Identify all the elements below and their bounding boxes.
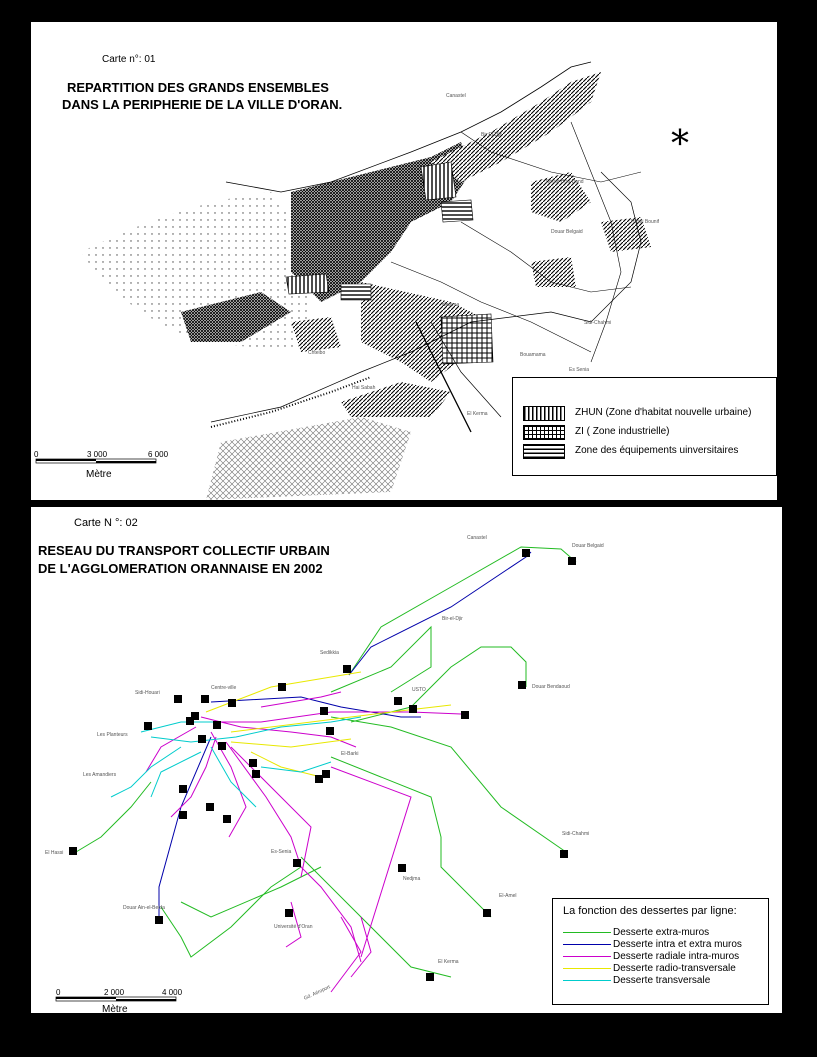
place-label: Bir El Djir [481, 132, 502, 138]
place-label: Douar Belgaid [551, 229, 583, 235]
place-label: El Hassi [45, 850, 64, 856]
scale-tick-2: 6 000 [148, 450, 169, 459]
scale-tick-1: 3 000 [87, 450, 108, 459]
place-label: Université d'Oran [274, 924, 313, 930]
place-label: Douar Bendaoud [532, 684, 570, 690]
place-label: Bouamama [520, 352, 546, 358]
map1-title-line1: REPARTITION DES GRANDS ENSEMBLES [67, 80, 329, 95]
map2-title-line1: RESEAU DU TRANSPORT COLLECTIF URBAIN [38, 543, 330, 558]
place-label: Canastel [467, 535, 487, 541]
scale-tick-2: 4 000 [162, 988, 183, 997]
map-panel-2 [31, 507, 782, 1013]
place-label: Hai Sabah [352, 385, 376, 391]
place-label: Hassi Bounif [631, 219, 660, 225]
map2-legend [552, 898, 769, 1005]
place-label: Nedjma [442, 302, 460, 308]
place-label: USTO [412, 687, 426, 693]
place-label: Es-Senia [271, 849, 292, 855]
place-label: El-Amel [499, 893, 517, 899]
map1-title-line2: DANS LA PERIPHERIE DE LA VILLE D'ORAN. [62, 97, 343, 112]
legend-label: Desserte radiale intra-muros [613, 951, 740, 962]
scale-tick-1: 2 000 [104, 988, 125, 997]
north-star-icon: * [671, 124, 689, 165]
magenta-lines [146, 692, 461, 992]
blue-lines [159, 552, 531, 922]
legend-label: ZI ( Zone industrielle) [575, 426, 670, 437]
scale-unit: Mètre [102, 1004, 128, 1013]
place-label: Douar Bou-Dand [546, 179, 584, 185]
map2-title-line2: DE L'AGGLOMERATION ORANNAISE EN 2002 [38, 561, 323, 576]
legend-label: Desserte extra-muros [613, 927, 710, 938]
legend-line-swatch [563, 932, 611, 933]
cyan-lines [111, 717, 361, 807]
place-label: El-Barki [341, 751, 359, 757]
place-label: Bir-el-Djir [442, 616, 463, 622]
zi-swatch [523, 425, 565, 440]
legend-label: Desserte radio-transversale [613, 963, 736, 974]
green-lines [76, 547, 576, 977]
place-label: Les Planteurs [97, 732, 128, 738]
place-label: Gd. Aéroport [303, 984, 332, 1002]
legend-label: ZHUN (Zone d'habitat nouvelle urbaine) [575, 407, 752, 418]
place-label: Sidi-Chahmi [584, 320, 612, 326]
place-label: Es Senia [569, 367, 590, 373]
place-label: Chteibo [308, 350, 326, 356]
map1-legend [512, 377, 777, 476]
legend-line-swatch [563, 944, 611, 945]
place-label: Centre-ville [211, 685, 237, 691]
place-label: Douar Belgaid [572, 543, 604, 549]
legend-line-swatch [563, 980, 611, 981]
legend-line-swatch [563, 956, 611, 957]
place-label: El Kerma [467, 411, 488, 417]
legend-line-swatch [563, 968, 611, 969]
legend-label: Zone des équipements uinversitaires [575, 445, 739, 456]
legend-label: Desserte transversale [613, 975, 711, 986]
university-swatch [523, 444, 565, 459]
scale-tick-0: 0 [34, 450, 39, 459]
place-label: Canastel [446, 93, 466, 99]
place-label: El Kerma [438, 959, 459, 965]
map2-label: Carte N °: 02 [74, 517, 138, 529]
place-label: Les Amandiers [83, 772, 117, 778]
place-label: Sedikkia [320, 650, 339, 656]
place-label: Sidi-Houari [135, 690, 160, 696]
place-label: Douar Ain-el-Beida [123, 905, 165, 911]
scale-unit: Mètre [86, 469, 112, 480]
legend-title: La fonction des dessertes par ligne: [563, 905, 737, 917]
zhun-swatch [523, 406, 565, 421]
place-label: Sidi-Chahmi [562, 831, 590, 837]
map1-label: Carte n°: 01 [102, 54, 156, 65]
map-panel-1 [31, 22, 777, 500]
scale-tick-0: 0 [56, 988, 61, 997]
place-label: Nedjma [403, 876, 421, 882]
legend-label: Desserte intra et extra muros [613, 939, 742, 950]
